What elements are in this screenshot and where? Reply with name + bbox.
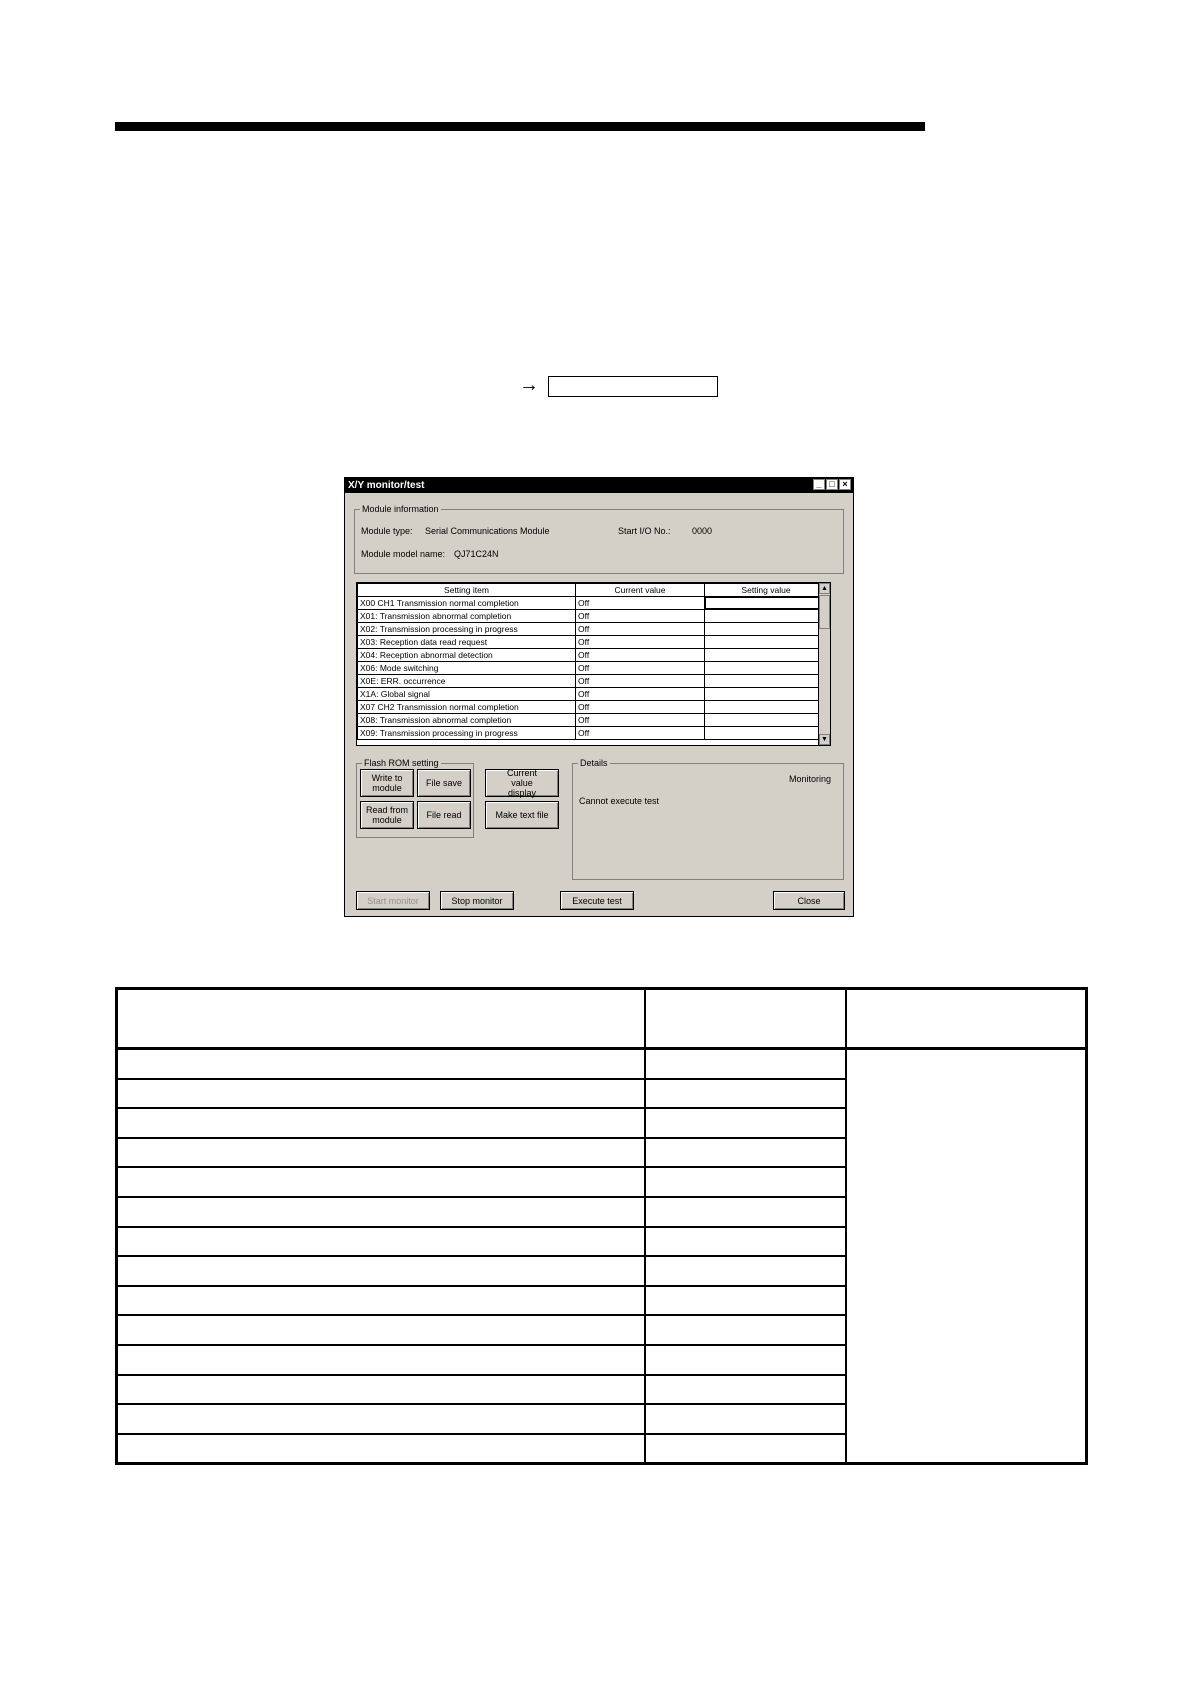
- setting-item-cell: X09: Transmission processing in progress: [358, 727, 576, 740]
- setting-value-cell[interactable]: [705, 610, 828, 623]
- setting-item-cell: X07 CH2 Transmission normal completion: [358, 701, 576, 714]
- setting-item-cell: X08: Transmission abnormal completion: [358, 714, 576, 727]
- setting-item-cell: X06: Mode switching: [358, 662, 576, 675]
- row-divider: [118, 1226, 845, 1228]
- setting-value-cell[interactable]: [705, 688, 828, 701]
- setting-item-cell: X04: Reception abnormal detection: [358, 649, 576, 662]
- scroll-up-icon[interactable]: ▲: [819, 583, 830, 594]
- row-divider: [118, 1433, 845, 1435]
- setting-value-cell[interactable]: [705, 636, 828, 649]
- row-divider: [118, 1107, 845, 1109]
- details-legend: Details: [580, 758, 608, 768]
- current-value-cell: Off: [576, 714, 705, 727]
- setting-item-cell: X0E: ERR. occurrence: [358, 675, 576, 688]
- arrow-icon: →: [519, 374, 539, 396]
- table-row[interactable]: [358, 714, 828, 727]
- table-row[interactable]: [358, 727, 828, 740]
- row-divider: [118, 1344, 845, 1346]
- model-name-value: QJ71C24N: [454, 549, 499, 559]
- column-header-setting-item[interactable]: Setting item: [358, 584, 576, 597]
- table-row[interactable]: [358, 597, 828, 610]
- start-io-label: Start I/O No.:: [618, 526, 671, 536]
- setting-value-cell[interactable]: [705, 623, 828, 636]
- execute-test-button[interactable]: Execute test: [560, 891, 634, 910]
- xy-monitor-test-dialog: [344, 477, 854, 917]
- maximize-icon[interactable]: □: [826, 479, 838, 490]
- module-information-legend: Module information: [362, 504, 439, 514]
- details-status: Monitoring: [788, 774, 831, 784]
- row-divider: [118, 1314, 845, 1316]
- row-divider: [118, 1196, 845, 1198]
- current-value-cell: Off: [576, 623, 705, 636]
- setting-item-cell: X00 CH1 Transmission normal completion: [358, 597, 576, 610]
- details-group: [572, 758, 844, 880]
- row-divider: [118, 1078, 845, 1080]
- window-title: X/Y monitor/test: [348, 480, 425, 491]
- table-row[interactable]: [358, 662, 828, 675]
- module-type-value: Serial Communications Module: [425, 526, 550, 536]
- make-text-file-button[interactable]: Make text file: [485, 801, 559, 829]
- table-row[interactable]: [358, 623, 828, 636]
- details-message: Cannot execute test: [579, 796, 660, 806]
- close-button[interactable]: Close: [773, 891, 845, 910]
- read-from-module-button[interactable]: Read from module: [360, 801, 414, 829]
- setting-item-cell: X03: Reception data read request: [358, 636, 576, 649]
- minimize-icon[interactable]: _: [813, 479, 825, 490]
- row-divider: [118, 1166, 845, 1168]
- current-value-display-button[interactable]: Current value display: [485, 769, 559, 797]
- file-read-button[interactable]: File read: [417, 801, 471, 829]
- grid-scrollbar[interactable]: [818, 583, 830, 745]
- start-monitor-button[interactable]: Start monitor: [356, 891, 430, 910]
- current-value-cell: Off: [576, 649, 705, 662]
- close-icon[interactable]: ×: [839, 479, 851, 490]
- table-row[interactable]: [358, 610, 828, 623]
- file-save-button[interactable]: File save: [417, 769, 471, 797]
- current-value-cell: Off: [576, 688, 705, 701]
- start-io-value: 0000: [692, 526, 713, 536]
- module-type-label: Module type:: [361, 526, 413, 536]
- current-value-cell: Off: [576, 727, 705, 740]
- row-divider: [118, 1255, 845, 1257]
- scroll-thumb[interactable]: [819, 595, 830, 629]
- stop-monitor-button[interactable]: Stop monitor: [440, 891, 514, 910]
- current-value-cell: Off: [576, 636, 705, 649]
- menu-path-box: [548, 376, 718, 397]
- write-to-module-button[interactable]: Write to module: [360, 769, 414, 797]
- flash-rom-setting-legend: Flash ROM setting: [364, 758, 439, 768]
- setting-value-cell[interactable]: [705, 714, 828, 727]
- top-rule: [115, 122, 925, 131]
- current-value-cell: Off: [576, 675, 705, 688]
- row-divider: [118, 1137, 845, 1139]
- table-header-rule: [118, 1047, 1085, 1050]
- setting-value-cell[interactable]: [705, 649, 828, 662]
- current-value-cell: Off: [576, 701, 705, 714]
- title-bar: [345, 478, 853, 493]
- column-divider: [845, 990, 847, 1462]
- row-divider: [118, 1403, 845, 1405]
- table-row[interactable]: [358, 649, 828, 662]
- setting-value-cell[interactable]: [705, 597, 828, 610]
- scroll-down-icon[interactable]: ▼: [819, 734, 830, 745]
- setting-value-cell[interactable]: [705, 727, 828, 740]
- row-divider: [118, 1374, 845, 1376]
- setting-item-cell: X1A: Global signal: [358, 688, 576, 701]
- table-row[interactable]: [358, 636, 828, 649]
- module-information-group: [354, 504, 844, 574]
- table-row[interactable]: [358, 701, 828, 714]
- document-table: [115, 987, 1088, 1465]
- setting-value-cell[interactable]: [705, 675, 828, 688]
- current-value-cell: Off: [576, 662, 705, 675]
- io-signal-grid: [356, 582, 831, 746]
- model-name-label: Module model name:: [361, 549, 446, 559]
- column-header-setting-value[interactable]: Setting value: [705, 584, 828, 597]
- current-value-cell: Off: [576, 597, 705, 610]
- setting-value-cell[interactable]: [705, 701, 828, 714]
- setting-value-cell[interactable]: [705, 662, 828, 675]
- column-header-current-value[interactable]: Current value: [576, 584, 705, 597]
- row-divider: [118, 1285, 845, 1287]
- table-row[interactable]: [358, 688, 828, 701]
- current-value-cell: Off: [576, 610, 705, 623]
- setting-item-cell: X02: Transmission processing in progress: [358, 623, 576, 636]
- table-row[interactable]: [358, 675, 828, 688]
- setting-item-cell: X01: Transmission abnormal completion: [358, 610, 576, 623]
